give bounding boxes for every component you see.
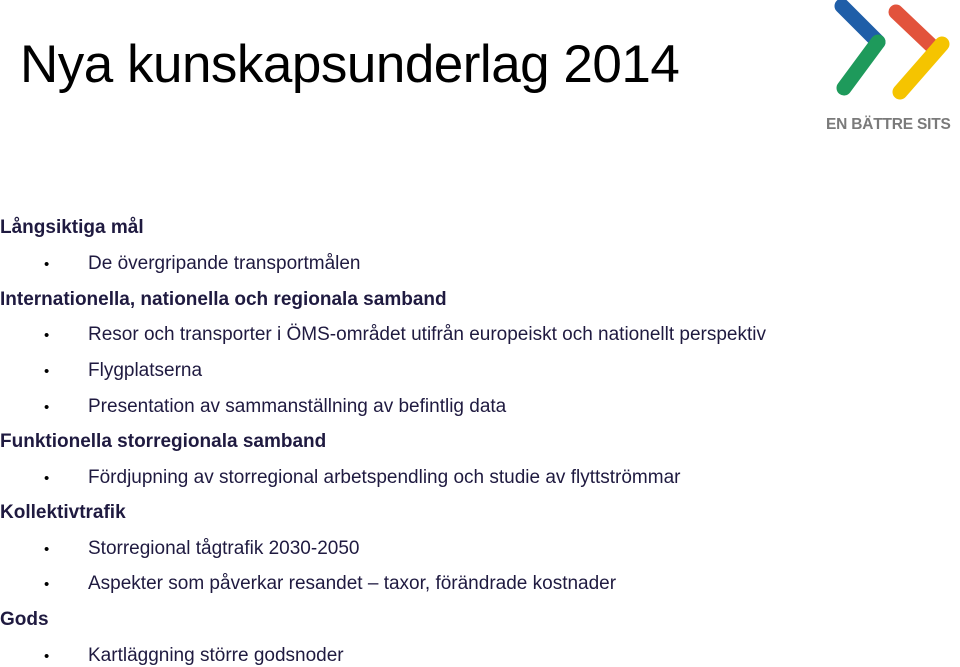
logo-text: EN BÄTTRE SITS: [826, 116, 951, 133]
list-item-text: Flygplatserna: [88, 360, 203, 381]
bullet-icon: •: [44, 541, 50, 558]
list-item-text: Presentation av sammanställning av befintlig data: [88, 396, 507, 417]
bullet-icon: •: [44, 363, 50, 380]
list-item-text: Resor och transporter i ÖMS-området utifrån europeiskt och nationellt perspektiv: [88, 324, 766, 345]
list-item-text: Storregional tågtrafik 2030-2050: [88, 538, 360, 559]
section-heading: Funktionella storregionala samband: [0, 431, 327, 452]
list-item-text: Fördjupning av storregional arbetspendling och studie av flyttströmmar: [88, 467, 681, 488]
slide-title: Nya kunskapsunderlag 2014: [20, 35, 680, 94]
logo: [826, 0, 960, 140]
section-heading: Långsiktiga mål: [0, 217, 144, 238]
bullet-icon: •: [44, 470, 50, 487]
chevrons-logo-icon: [826, 0, 960, 110]
list-item-text: Aspekter som påverkar resandet – taxor, förändrade kostnader: [88, 573, 617, 594]
bullet-icon: •: [44, 399, 50, 416]
list-item-text: De övergripande transportmålen: [88, 253, 361, 274]
bullet-icon: •: [44, 256, 50, 273]
bullet-icon: •: [44, 576, 50, 593]
bullet-icon: •: [44, 327, 50, 344]
bullet-icon: •: [44, 648, 50, 665]
section-heading: Gods: [0, 609, 49, 630]
section-heading: Internationella, nationella och regionala samband: [0, 289, 447, 310]
section-heading: Kollektivtrafik: [0, 502, 126, 523]
list-item-text: Kartläggning större godsnoder: [88, 645, 344, 666]
